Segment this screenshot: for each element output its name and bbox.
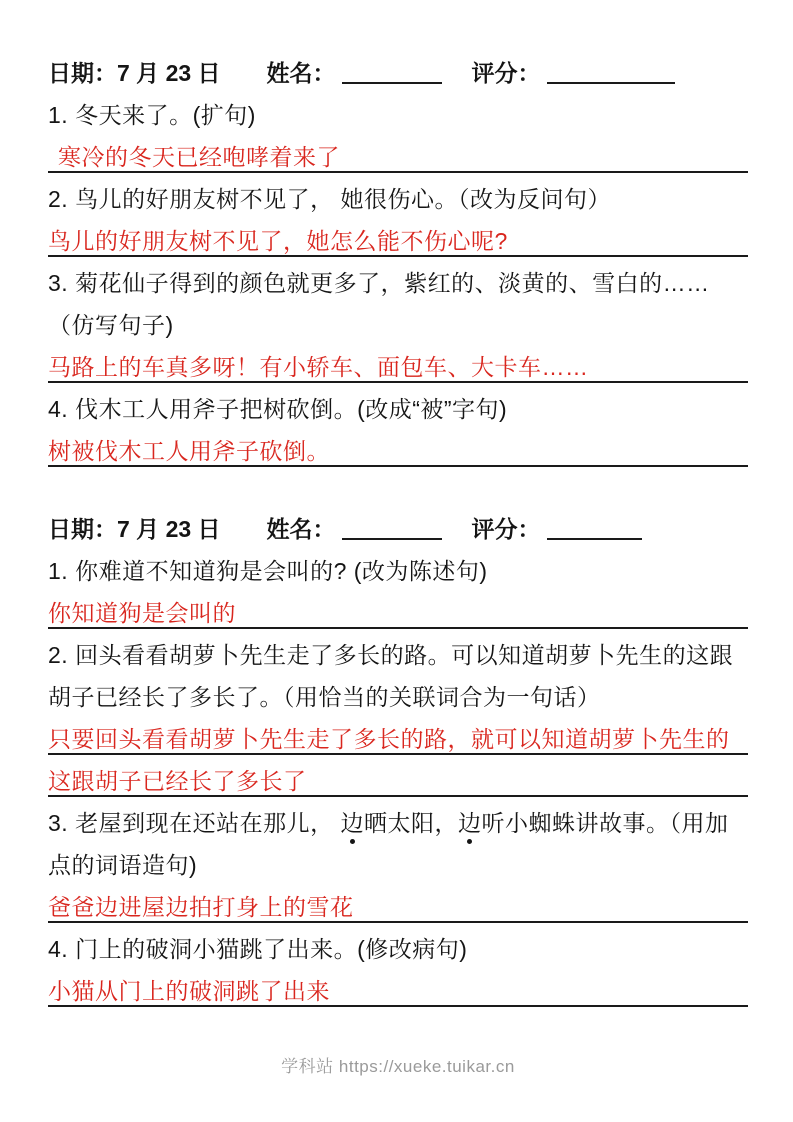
section-1-header bbox=[48, 52, 748, 94]
answer-1: 你知道狗是会叫的 bbox=[48, 592, 748, 634]
score-label: 评分： bbox=[471, 516, 541, 542]
answer-3: 爸爸边进屋边拍打身上的雪花 bbox=[48, 886, 748, 928]
answer-2: 鸟儿的好朋友树不见了，她怎么能不伤心呢? bbox=[48, 220, 748, 262]
section-2-header bbox=[48, 508, 748, 550]
answer-4: 树被伐木工人用斧子砍倒。 bbox=[48, 430, 748, 472]
question-4: 4. 门上的破洞小猫跳了出来。(修改病句) bbox=[48, 936, 468, 962]
score-blank-line bbox=[547, 518, 642, 540]
question-1: 1. 你难道不知道狗是会叫的? (改为陈述句) bbox=[48, 558, 488, 584]
score-field bbox=[472, 508, 642, 550]
answer-2: 只要回头看看胡萝卜先生走了多长的路，就可以知道胡萝卜先生的这跟胡子已经长了多长了 bbox=[48, 718, 748, 802]
score-field bbox=[472, 52, 675, 94]
answer-1: 寒冷的冬天已经咆哮着来了 bbox=[48, 136, 748, 178]
question-2: 2. 鸟儿的好朋友树不见了， 她很伤心。（改为反问句） bbox=[48, 186, 611, 212]
emphasized-word-bian-2: 边 bbox=[458, 805, 482, 838]
site-watermark: 学科站 https://xueke.tuikar.cn bbox=[281, 1057, 515, 1076]
name-blank-line bbox=[342, 518, 442, 540]
question-text: 听小蜘蛛讲故事。（用加点的词语造句) bbox=[48, 810, 729, 878]
answer-3: 马路上的车真多呀！有小轿车、面包车、大卡车…… bbox=[48, 346, 748, 388]
name-field bbox=[267, 52, 472, 94]
answer-4: 小猫从门上的破洞跳了出来 bbox=[48, 970, 748, 1012]
date-label: 日期：7 月 23 日 bbox=[48, 60, 221, 86]
question-text: 晒太阳， bbox=[363, 810, 458, 836]
worksheet-section-1 bbox=[48, 52, 748, 472]
name-blank-line bbox=[342, 62, 442, 84]
name-label: 姓名： bbox=[266, 60, 336, 86]
worksheet-section-2 bbox=[48, 508, 748, 1012]
name-field bbox=[267, 508, 472, 550]
score-blank-line bbox=[547, 62, 675, 84]
emphasized-word-bian-1: 边 bbox=[340, 805, 364, 838]
score-label: 评分： bbox=[471, 60, 541, 86]
name-label: 姓名： bbox=[266, 516, 336, 542]
question-text: 3. 老屋到现在还站在那儿， bbox=[48, 810, 341, 836]
question-1: 1. 冬天来了。(扩句) bbox=[48, 102, 256, 128]
question-3: 3. 菊花仙子得到的颜色就更多了，紫红的、淡黄的、雪白的……（仿写句子) bbox=[48, 270, 710, 338]
date-label: 日期：7 月 23 日 bbox=[48, 516, 221, 542]
question-2: 2. 回头看看胡萝卜先生走了多长的路。可以知道胡萝卜先生的这跟胡子已经长了多长了。（用恰当的关联词合为一句话） bbox=[48, 642, 734, 710]
question-3 bbox=[48, 802, 748, 886]
question-4: 4. 伐木工人用斧子把树砍倒。(改成“被”字句) bbox=[48, 396, 508, 422]
